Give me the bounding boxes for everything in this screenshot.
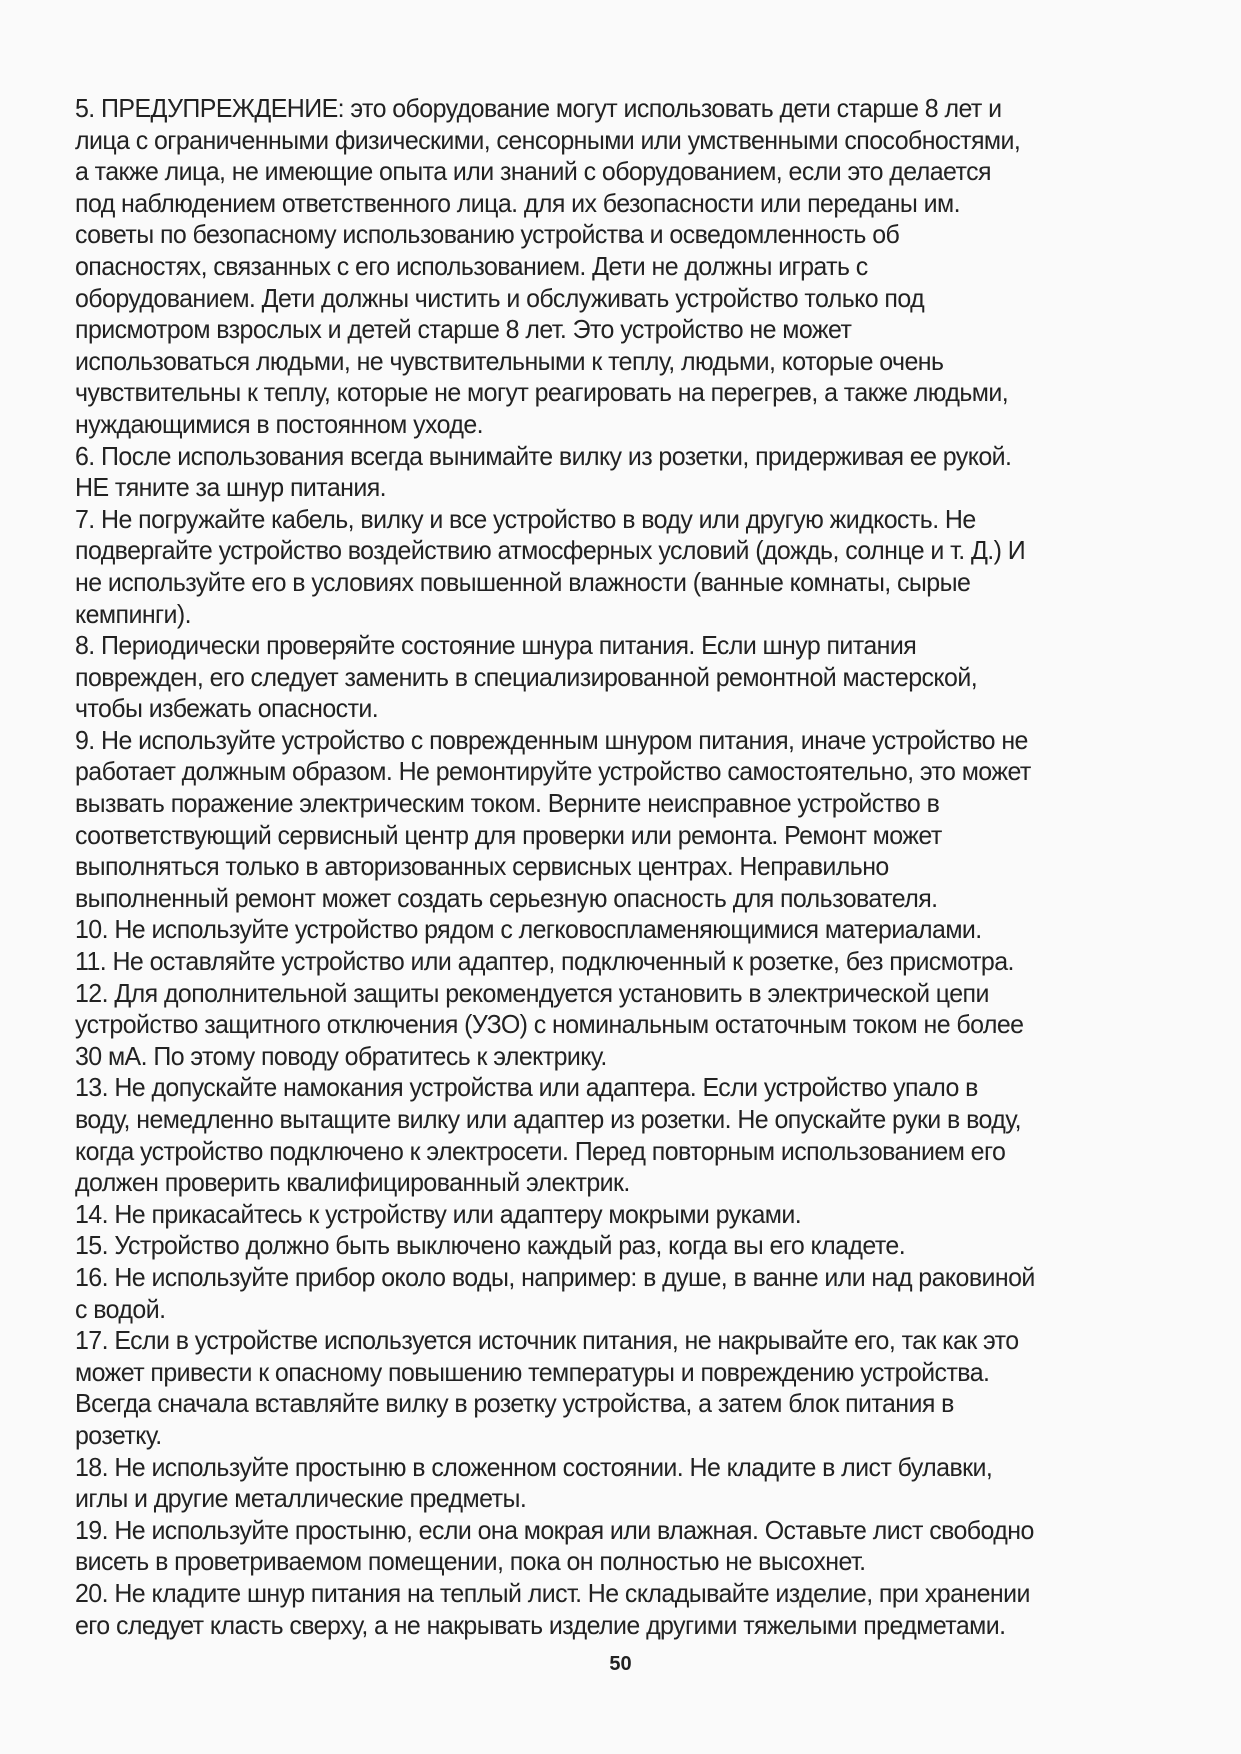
paragraph-12 xyxy=(75,978,1141,1073)
paragraph-7 xyxy=(75,504,1141,630)
text-line: розетку. xyxy=(75,1419,162,1450)
text-line: висеть в проветриваемом помещении, пока он полностью не высохнет. xyxy=(75,1546,866,1577)
paragraph-11 xyxy=(75,946,1141,978)
text-line: использоваться людьми, не чувствительными к теплу, людьми, которые очень xyxy=(75,345,944,376)
text-line: 13. Не допускайте намокания устройства или адаптера. Если устройство упало в xyxy=(75,1072,978,1103)
paragraph-17 xyxy=(75,1325,1141,1451)
text-line: поврежден, его следует заменить в специализированной ремонтной мастерской, xyxy=(75,661,978,692)
paragraph-5 xyxy=(75,93,1141,441)
text-line: 15. Устройство должно быть выключено каждый раз, когда вы его кладете. xyxy=(75,1230,906,1261)
text-line: НЕ тяните за шнур питания. xyxy=(75,472,387,503)
paragraph-10 xyxy=(75,914,1141,946)
text-line: 16. Не используйте прибор около воды, например: в душе, в ванне или над раковиной xyxy=(75,1261,1035,1292)
text-line: оборудованием. Дети должны чистить и обслуживать устройство только под xyxy=(75,282,925,313)
text-line: 11. Не оставляйте устройство или адаптер, подключенный к розетке, без присмотра. xyxy=(75,946,1014,977)
text-line: 19. Не используйте простыню, если она мокрая или влажная. Оставьте лист свободно xyxy=(75,1514,1034,1545)
text-line: 5. ПРЕДУПРЕЖДЕНИЕ: это оборудование могут использовать дети старше 8 лет и xyxy=(75,93,1002,123)
text-line: 17. Если в устройстве используется источник питания, не накрывайте его, так как это xyxy=(75,1325,1019,1356)
paragraph-14 xyxy=(75,1199,1141,1231)
text-line: 9. Не используйте устройство с поврежденным шнуром питания, иначе устройство не xyxy=(75,724,1028,755)
paragraph-16 xyxy=(75,1262,1141,1325)
text-line: присмотром взрослых и детей старше 8 лет. Это устройство не может xyxy=(75,314,852,345)
text-line: выполняться только в авторизованных сервисных центрах. Неправильно xyxy=(75,851,889,882)
text-line: 10. Не используйте устройство рядом с легковоспламеняющимися материалами. xyxy=(75,914,982,945)
text-line: 18. Не используйте простыню в сложенном состоянии. Не кладите в лист булавки, xyxy=(75,1451,993,1482)
paragraph-18 xyxy=(75,1452,1141,1515)
text-line: вызвать поражение электрическим током. Верните неисправное устройство в xyxy=(75,788,940,819)
text-line: иглы и другие металлические предметы. xyxy=(75,1483,527,1514)
text-line: соответствующий сервисный центр для проверки или ремонта. Ремонт может xyxy=(75,819,942,850)
text-line: выполненный ремонт может создать серьезную опасность для пользователя. xyxy=(75,882,938,913)
text-line: не используйте его в условиях повышенной влажности (ванные комнаты, сырые xyxy=(75,566,971,597)
text-line: 12. Для дополнительной защиты рекомендуется установить в электрической цепи xyxy=(75,977,989,1008)
text-line: нуждающимися в постоянном уходе. xyxy=(75,408,484,439)
text-line: 20. Не кладите шнур питания на теплый лист. Не складывайте изделие, при хранении xyxy=(75,1577,1030,1608)
text-line: может привести к опасному повышению температуры и повреждению устройства. xyxy=(75,1356,990,1387)
text-line: воду, немедленно вытащите вилку или адаптер из розетки. Не опускайте руки в воду, xyxy=(75,1104,1022,1134)
text-line: 6. После использования всегда вынимайте вилку из розетки, придерживая ее рукой. xyxy=(75,440,1012,471)
text-line: а также лица, не имеющие опыта или знаний с оборудованием, если это делается xyxy=(75,156,991,187)
text-line: с водой. xyxy=(75,1293,166,1324)
text-line: чтобы избежать опасности. xyxy=(75,693,379,724)
text-line: подвергайте устройство воздействию атмосферных условий (дождь, солнце и т. Д.) И xyxy=(75,535,1026,566)
paragraph-15 xyxy=(75,1230,1141,1262)
paragraph-6 xyxy=(75,441,1141,504)
text-line: под наблюдением ответственного лица. для их безопасности или переданы им. xyxy=(75,187,960,218)
paragraph-9 xyxy=(75,725,1141,915)
text-line: чувствительны к теплу, которые не могут реагировать на перегрев, а также людьми, xyxy=(75,377,1009,408)
text-line: 30 мА. По этому поводу обратитесь к электрику. xyxy=(75,1040,607,1071)
text-line: 7. Не погружайте кабель, вилку и все устройство в воду или другую жидкость. Не xyxy=(75,503,976,534)
paragraph-20 xyxy=(75,1578,1141,1641)
text-line: Всегда сначала вставляйте вилку в розетку устройства, а затем блок питания в xyxy=(75,1388,954,1419)
text-line: лица с ограниченными физическими, сенсорными или умственными способностями, xyxy=(75,124,1021,155)
text-line: когда устройство подключено к электросети. Перед повторным использованием его xyxy=(75,1135,1006,1166)
text-line: кемпинги). xyxy=(75,598,192,629)
page-number: 50 xyxy=(609,1653,632,1675)
paragraph-19 xyxy=(75,1515,1141,1578)
text-line: работает должным образом. Не ремонтируйте устройство самостоятельно, это может xyxy=(75,756,1031,787)
text-line: опасностях, связанных с его использованием. Дети не должны играть с xyxy=(75,250,868,281)
text-line: должен проверить квалифицированный электрик. xyxy=(75,1167,630,1198)
paragraph-13 xyxy=(75,1072,1141,1198)
text-line: устройство защитного отключения (УЗО) с номинальным остаточным током не более xyxy=(75,1009,1024,1040)
text-line: 8. Периодически проверяйте состояние шнура питания. Если шнур питания xyxy=(75,630,917,661)
text-line: 14. Не прикасайтесь к устройству или адаптеру мокрыми руками. xyxy=(75,1198,802,1229)
text-line: его следует класть сверху, а не накрывать изделие другими тяжелыми предметами. xyxy=(75,1609,1006,1640)
document-body xyxy=(75,93,1141,1641)
text-line: советы по безопасному использованию устройства и осведомленность об xyxy=(75,219,900,250)
paragraph-8 xyxy=(75,630,1141,725)
